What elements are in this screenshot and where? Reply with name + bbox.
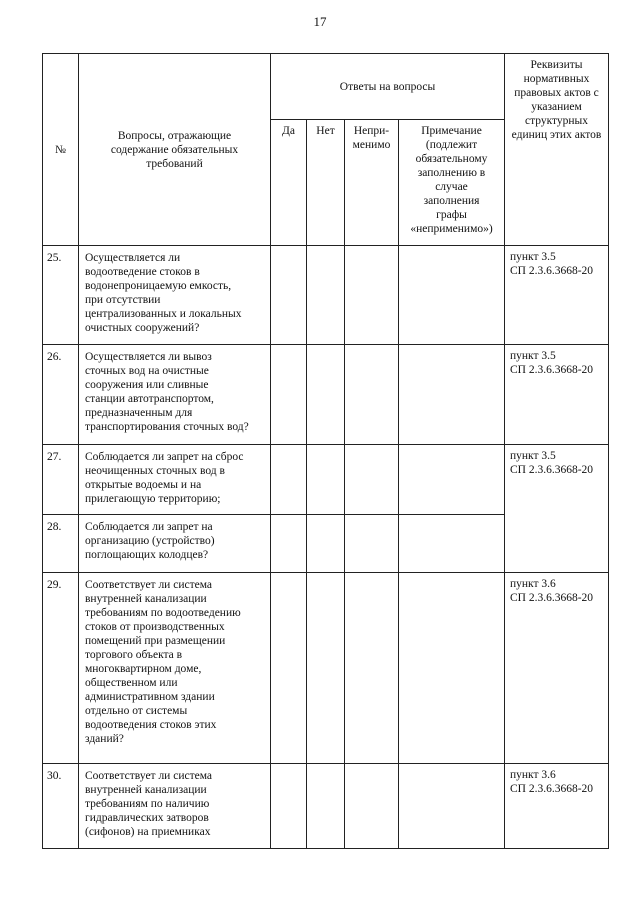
table-row [43,246,609,345]
header-note: Примечание (подлежит обязательному заполнению в случае заполнения графы «неприменимо») [399,120,505,246]
row-requisite: пункт 3.5 СП 2.3.6.3668-20 [505,246,609,345]
row-question: Соблюдается ли запрет на организацию (устройство) поглощающих колодцев? [79,515,271,573]
answer-no-cell[interactable] [307,246,345,345]
note-cell[interactable] [399,345,505,445]
answer-na-cell[interactable] [345,445,399,515]
answer-no-cell[interactable] [307,515,345,573]
row-number: 30. [43,764,79,849]
answer-no-cell[interactable] [307,345,345,445]
page-number: 17 [313,14,327,29]
table-row [43,345,609,445]
answer-na-cell[interactable] [345,573,399,764]
row-number: 25. [43,246,79,345]
answer-yes-cell[interactable] [271,445,307,515]
table-row [43,445,609,515]
header-answers: Ответы на вопросы [271,54,505,120]
row-number: 27. [43,445,79,515]
row-requisite: пункт 3.6 СП 2.3.6.3668-20 [505,573,609,764]
header-requisites: Реквизиты нормативных правовых актов с указанием структурных единиц этих актов [505,54,609,246]
row-requisite: пункт 3.5 СП 2.3.6.3668-20 [505,345,609,445]
table-row [43,764,609,849]
row-requisite: пункт 3.6 СП 2.3.6.3668-20 [505,764,609,849]
answer-na-cell[interactable] [345,515,399,573]
checklist-table [42,53,609,849]
row-number: 29. [43,573,79,764]
header-yes: Да [271,120,307,246]
row-requisite: пункт 3.5 СП 2.3.6.3668-20 [505,445,609,573]
row-question: Соответствует ли система внутренней канализации требованиям по наличию гидравлических затворов (сифонов) на приемниках [79,764,271,849]
header-question: Вопросы, отражающие содержание обязательных требований [79,54,271,246]
note-cell[interactable] [399,573,505,764]
header-no: Нет [307,120,345,246]
answer-yes-cell[interactable] [271,246,307,345]
note-cell[interactable] [399,246,505,345]
answer-yes-cell[interactable] [271,515,307,573]
answer-na-cell[interactable] [345,246,399,345]
table-row [43,573,609,764]
row-question: Осуществляется ли вывоз сточных вод на очистные сооружения или сливные станции автотранспортом, предназначенным для транспортирования сточных вод? [79,345,271,445]
answer-yes-cell[interactable] [271,573,307,764]
row-question: Осуществляется ли водоотведение стоков в водонепроницаемую емкость, при отсутствии централизованных и локальных очистных сооружений? [79,246,271,345]
answer-no-cell[interactable] [307,445,345,515]
note-cell[interactable] [399,515,505,573]
row-question: Соблюдается ли запрет на сброс неочищенных сточных вод в открытые водоемы и на прилегающую территорию; [79,445,271,515]
header-row-1 [43,54,609,120]
answer-no-cell[interactable] [307,573,345,764]
header-number: № [43,54,79,246]
note-cell[interactable] [399,445,505,515]
header-not-applicable: Непри- менимо [345,120,399,246]
answer-na-cell[interactable] [345,764,399,849]
answer-no-cell[interactable] [307,764,345,849]
answer-yes-cell[interactable] [271,764,307,849]
answer-na-cell[interactable] [345,345,399,445]
answer-yes-cell[interactable] [271,345,307,445]
row-number: 26. [43,345,79,445]
row-number: 28. [43,515,79,573]
row-question: Соответствует ли система внутренней канализации требованиям по водоотведению стоков от производственных помещений при размещении торгового объекта в многоквартирном доме, общественном или административном здании отдельно от системы водоотведения стоков этих зданий? [79,573,271,764]
note-cell[interactable] [399,764,505,849]
